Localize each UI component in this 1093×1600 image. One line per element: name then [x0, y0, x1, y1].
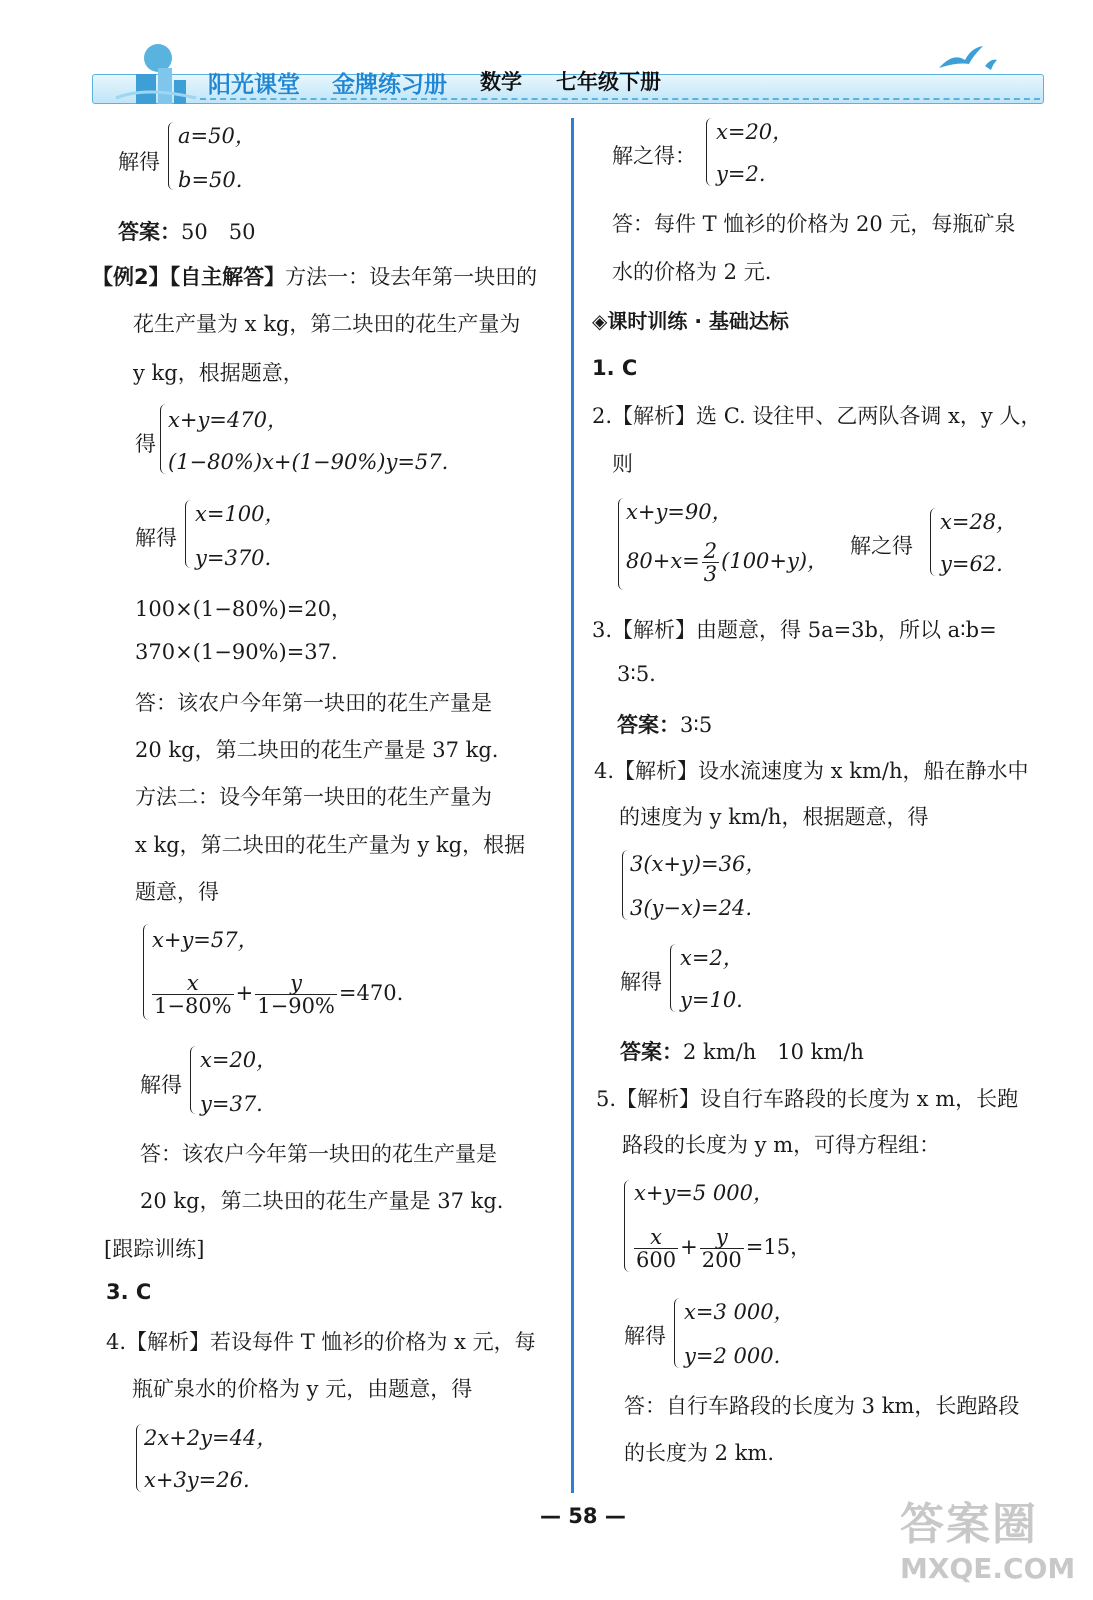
brace — [930, 508, 939, 576]
answer-line: 答案：50 50 — [118, 220, 256, 244]
problem-3-line-2: 3∶5. — [617, 662, 656, 686]
header-dashed-rule — [200, 98, 1040, 100]
problem-5-answer-line-2: 的长度为 2 km. — [624, 1441, 775, 1465]
equation: x=20， — [200, 1048, 278, 1072]
right-answer-1-line-2: 水的价格为 2 元. — [612, 260, 772, 284]
equation: a=50， — [178, 124, 256, 148]
header-series: 金牌练习册 — [332, 72, 447, 98]
brace — [670, 944, 679, 1012]
problem-5-line-2: 路段的长度为 y m，可得方程组： — [622, 1133, 941, 1157]
problem-2-line-2: 则 — [612, 452, 633, 476]
header-subject: 数学 — [480, 70, 522, 94]
problem-3-answer: 答案：3∶5 — [617, 713, 713, 737]
tracking-heading: [跟踪训练] — [104, 1237, 205, 1261]
watermark-url: MXQE.COM — [900, 1552, 1076, 1585]
equation: b=50. — [178, 168, 243, 192]
equation: y=2. — [716, 162, 766, 186]
equation: x+y=5 000， — [634, 1181, 775, 1205]
equation: y=10. — [680, 988, 743, 1012]
bird-icon — [935, 42, 1005, 74]
problem-4-line-2: 的速度为 y km/h，根据题意，得 — [619, 805, 929, 829]
problem-5-line-1: 5.【解析】设自行车路段的长度为 x m，长跑 — [596, 1087, 1019, 1111]
answer-1-line-1: 答：该农户今年第一块田的花生产量是 — [135, 691, 492, 715]
column-divider — [571, 118, 574, 1493]
fraction-equation: $\frac{x}{1-80\%}$ + $\frac{y}{1-90\%}$ =470. — [154, 971, 404, 1019]
equation: x=2， — [680, 946, 744, 970]
problem-1: 1. C — [592, 356, 638, 380]
equation: x+y=90， — [626, 500, 733, 524]
header-decoration-icon — [96, 36, 206, 106]
equation: x=28， — [940, 510, 1018, 534]
calc-line-2: 370×(1−90%)=37. — [135, 640, 338, 664]
equation: y=2 000. — [684, 1344, 781, 1368]
example2-line-3: y kg，根据题意， — [133, 361, 304, 385]
equation: 3(y−x)=24. — [630, 896, 753, 920]
brace — [168, 122, 177, 190]
answer-1-line-2: 20 kg，第二块田的花生产量是 37 kg. — [135, 738, 499, 762]
solve-label: 解得 — [135, 526, 177, 550]
equation: 2x+2y=44， — [144, 1426, 278, 1450]
problem-3-line-1: 3.【解析】由题意，得 5a=3b，所以 a∶b= — [592, 618, 997, 642]
question-4-line-2: 瓶矿泉水的价格为 y 元，由题意，得 — [132, 1377, 473, 1401]
calc-line-1: 100×(1−80%)=20， — [135, 597, 353, 621]
problem-5-answer-line-1: 答：自行车路段的长度为 3 km，长跑路段 — [624, 1394, 1020, 1418]
equation: 3(x+y)=36， — [630, 852, 767, 876]
watermark-logo: 答案圈 — [900, 1499, 1038, 1550]
page-number: — 58 — — [540, 1504, 626, 1528]
fraction-equation: 80+x= $\frac{2}{3}$ (100+y)， — [626, 539, 829, 587]
solve-label: 解得 — [118, 150, 160, 174]
header-brand: 阳光课堂 — [208, 72, 300, 98]
brace — [706, 118, 715, 186]
problem-4-line-1: 4.【解析】设水流速度为 x km/h，船在静水中 — [594, 759, 1029, 783]
example2-line-2: 花生产量为 x kg，第二块田的花生产量为 — [133, 312, 521, 336]
problem-4-answer: 答案：2 km/h 10 km/h — [620, 1040, 864, 1064]
equation: x=3 000， — [684, 1300, 795, 1324]
answer-2-line-2: 20 kg，第二块田的花生产量是 37 kg. — [140, 1189, 504, 1213]
equation: x=20， — [716, 120, 794, 144]
equation: y=370. — [195, 546, 272, 570]
brace — [190, 1046, 199, 1114]
fraction-equation: $\frac{x}{600}$ + $\frac{y}{200}$ =15， — [636, 1225, 812, 1273]
equation: x+y=57， — [152, 928, 259, 952]
problem-2-line-1: 2.【解析】选 C. 设往甲、乙两队各调 x，y 人， — [592, 404, 1042, 428]
right-answer-1-line-1: 答：每件 T 恤衫的价格为 20 元，每瓶矿泉 — [612, 212, 1016, 236]
method2-line-1: 方法二：设今年第一块田的花生产量为 — [135, 785, 492, 809]
example2-line-1: 【例2】【自主解答】方法一：设去年第一块田的 — [92, 265, 538, 289]
equation: y=62. — [940, 552, 1003, 576]
answer-2-line-1: 答：该农户今年第一块田的花生产量是 — [140, 1142, 497, 1166]
method2-line-2: x kg，第二块田的花生产量为 y kg，根据 — [135, 833, 526, 857]
brace — [185, 500, 194, 568]
solve-label: 解之得： — [612, 144, 696, 168]
equation: x+y=470， — [168, 408, 288, 432]
equation: y=37. — [200, 1092, 263, 1116]
method2-line-3: 题意，得 — [135, 880, 219, 904]
solve-label: 解之得 — [850, 534, 913, 558]
solve-label: 解得 — [140, 1073, 182, 1097]
section-heading: ◈课时训练 · 基础达标 — [592, 309, 789, 333]
brace — [674, 1298, 683, 1368]
question-4-line-1: 4.【解析】若设每件 T 恤衫的价格为 x 元，每 — [106, 1330, 536, 1354]
solve-label: 解得 — [620, 970, 662, 994]
question-3: 3. C — [106, 1280, 152, 1304]
de-label: 得 — [135, 432, 156, 456]
equation: (1−80%)x+(1−90%)y=57. — [168, 450, 449, 474]
solve-label: 解得 — [624, 1324, 666, 1348]
equation: x+3y=26. — [144, 1468, 250, 1492]
header-grade: 七年级下册 — [556, 70, 661, 94]
equation: x=100， — [195, 502, 286, 526]
